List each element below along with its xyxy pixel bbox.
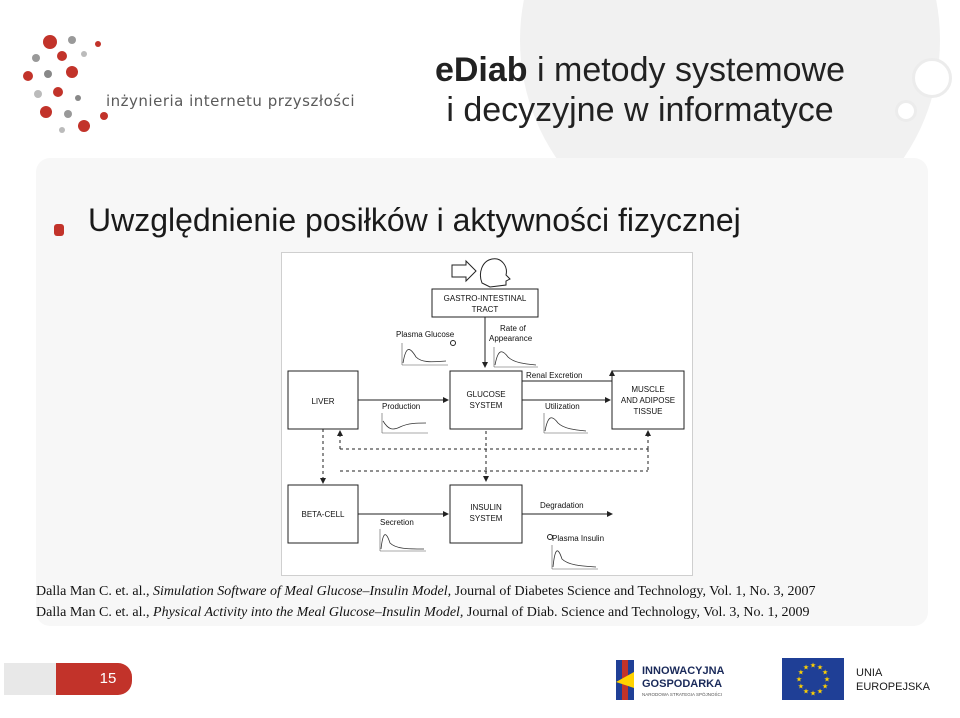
title-line2: i decyzyjne w informatyce (446, 91, 834, 129)
eu-star: ★ (816, 663, 824, 672)
secretion-label: Secretion (380, 518, 414, 527)
feedback-dashed-lines (323, 429, 648, 483)
eu-star: ★ (821, 682, 829, 691)
eu-line2: EUROPEJSKA (856, 681, 930, 693)
reference-1: Dalla Man C. et. al., Simulation Software of Meal Glucose–Insulin Model, Journal of Diabetes Science and Technology, Vol. 1, No. 3, 2007 (36, 584, 816, 599)
rate-appearance-label-1: Rate of (500, 324, 526, 333)
ig-line1: INNOWACYJNA (642, 665, 725, 677)
eu-star: ★ (802, 663, 810, 672)
eu-star: ★ (823, 675, 831, 684)
ig-line3: NARODOWA STRATEGIA SPÓJNOŚCI (642, 692, 723, 697)
title-bold: eDiab (434, 51, 528, 89)
model-diagram (282, 253, 692, 575)
insulin-system-label-1: INSULIN (470, 503, 502, 512)
slide-heading: Uwzględnienie posiłków i aktywności fizycznej (88, 202, 741, 238)
reference-2: Dalla Man C. et. al., Physical Activity into the Meal Glucose–Insulin Model, Journal of Diab. Science and Technology, Vol. 3, No. 1, 2009 (36, 605, 810, 620)
rate-appearance-plot (494, 347, 538, 367)
plasma-insulin-label: Plasma Insulin (552, 534, 605, 543)
logo-text: inżynieria internetu przyszłości (106, 92, 355, 110)
glucose-system-label-2: SYSTEM (469, 401, 503, 410)
renal-excretion-label: Renal Excretion (526, 371, 583, 380)
secretion-plot (380, 529, 426, 551)
gi-tract-label-2: TRACT (471, 305, 499, 314)
eu-star: ★ (802, 687, 810, 696)
slide-number: 15 (56, 663, 132, 695)
eu-star: ★ (809, 689, 817, 698)
eu-star: ★ (795, 675, 803, 684)
degradation-label: Degradation (540, 501, 584, 510)
unia-europejska-logo (780, 656, 930, 702)
plasma-glucose-label: Plasma Glucose (396, 330, 455, 339)
eu-star: ★ (816, 687, 824, 696)
liver-label: LIVER (311, 397, 335, 406)
beta-cell-label: BETA-CELL (301, 510, 345, 519)
title-line1: i metody systemowe (527, 51, 846, 89)
insulin-system-label-2: SYSTEM (469, 514, 503, 523)
ig-line2: GOSPODARKA (642, 678, 723, 690)
muscle-label-3: TISSUE (633, 407, 663, 416)
slide-number-bar (4, 663, 62, 695)
bullet-icon (54, 224, 64, 236)
rate-appearance-label-2: Appearance (489, 334, 533, 343)
plasma-insulin-plot (552, 545, 598, 569)
muscle-label-2: AND ADIPOSE (620, 396, 676, 405)
plasma-glucose-plot (402, 343, 448, 365)
eu-star: ★ (797, 668, 805, 677)
eu-line1: UNIA (856, 667, 883, 679)
innowacyjna-gospodarka-logo (614, 658, 744, 702)
logo-dots-icon (22, 28, 372, 138)
eu-star: ★ (797, 682, 805, 691)
production-plot (382, 413, 428, 433)
slide-title (380, 50, 900, 130)
eu-star: ★ (821, 668, 829, 677)
utilization-plot (544, 413, 588, 433)
glucose-insulin-model-figure (281, 252, 693, 576)
meal-head-icon (452, 259, 510, 287)
eu-star: ★ (809, 661, 817, 670)
bg-circle-small (912, 58, 952, 98)
muscle-label-1: MUSCLE (631, 385, 665, 394)
glucose-system-label-1: GLUCOSE (466, 390, 506, 399)
ig-emblem-icon (616, 660, 634, 700)
utilization-label: Utilization (545, 402, 580, 411)
gi-tract-label-1: GASTRO-INTESTINAL (443, 294, 527, 303)
glucose-system-box (450, 371, 522, 429)
production-label: Production (382, 402, 421, 411)
inzynieria-logo (22, 28, 372, 138)
